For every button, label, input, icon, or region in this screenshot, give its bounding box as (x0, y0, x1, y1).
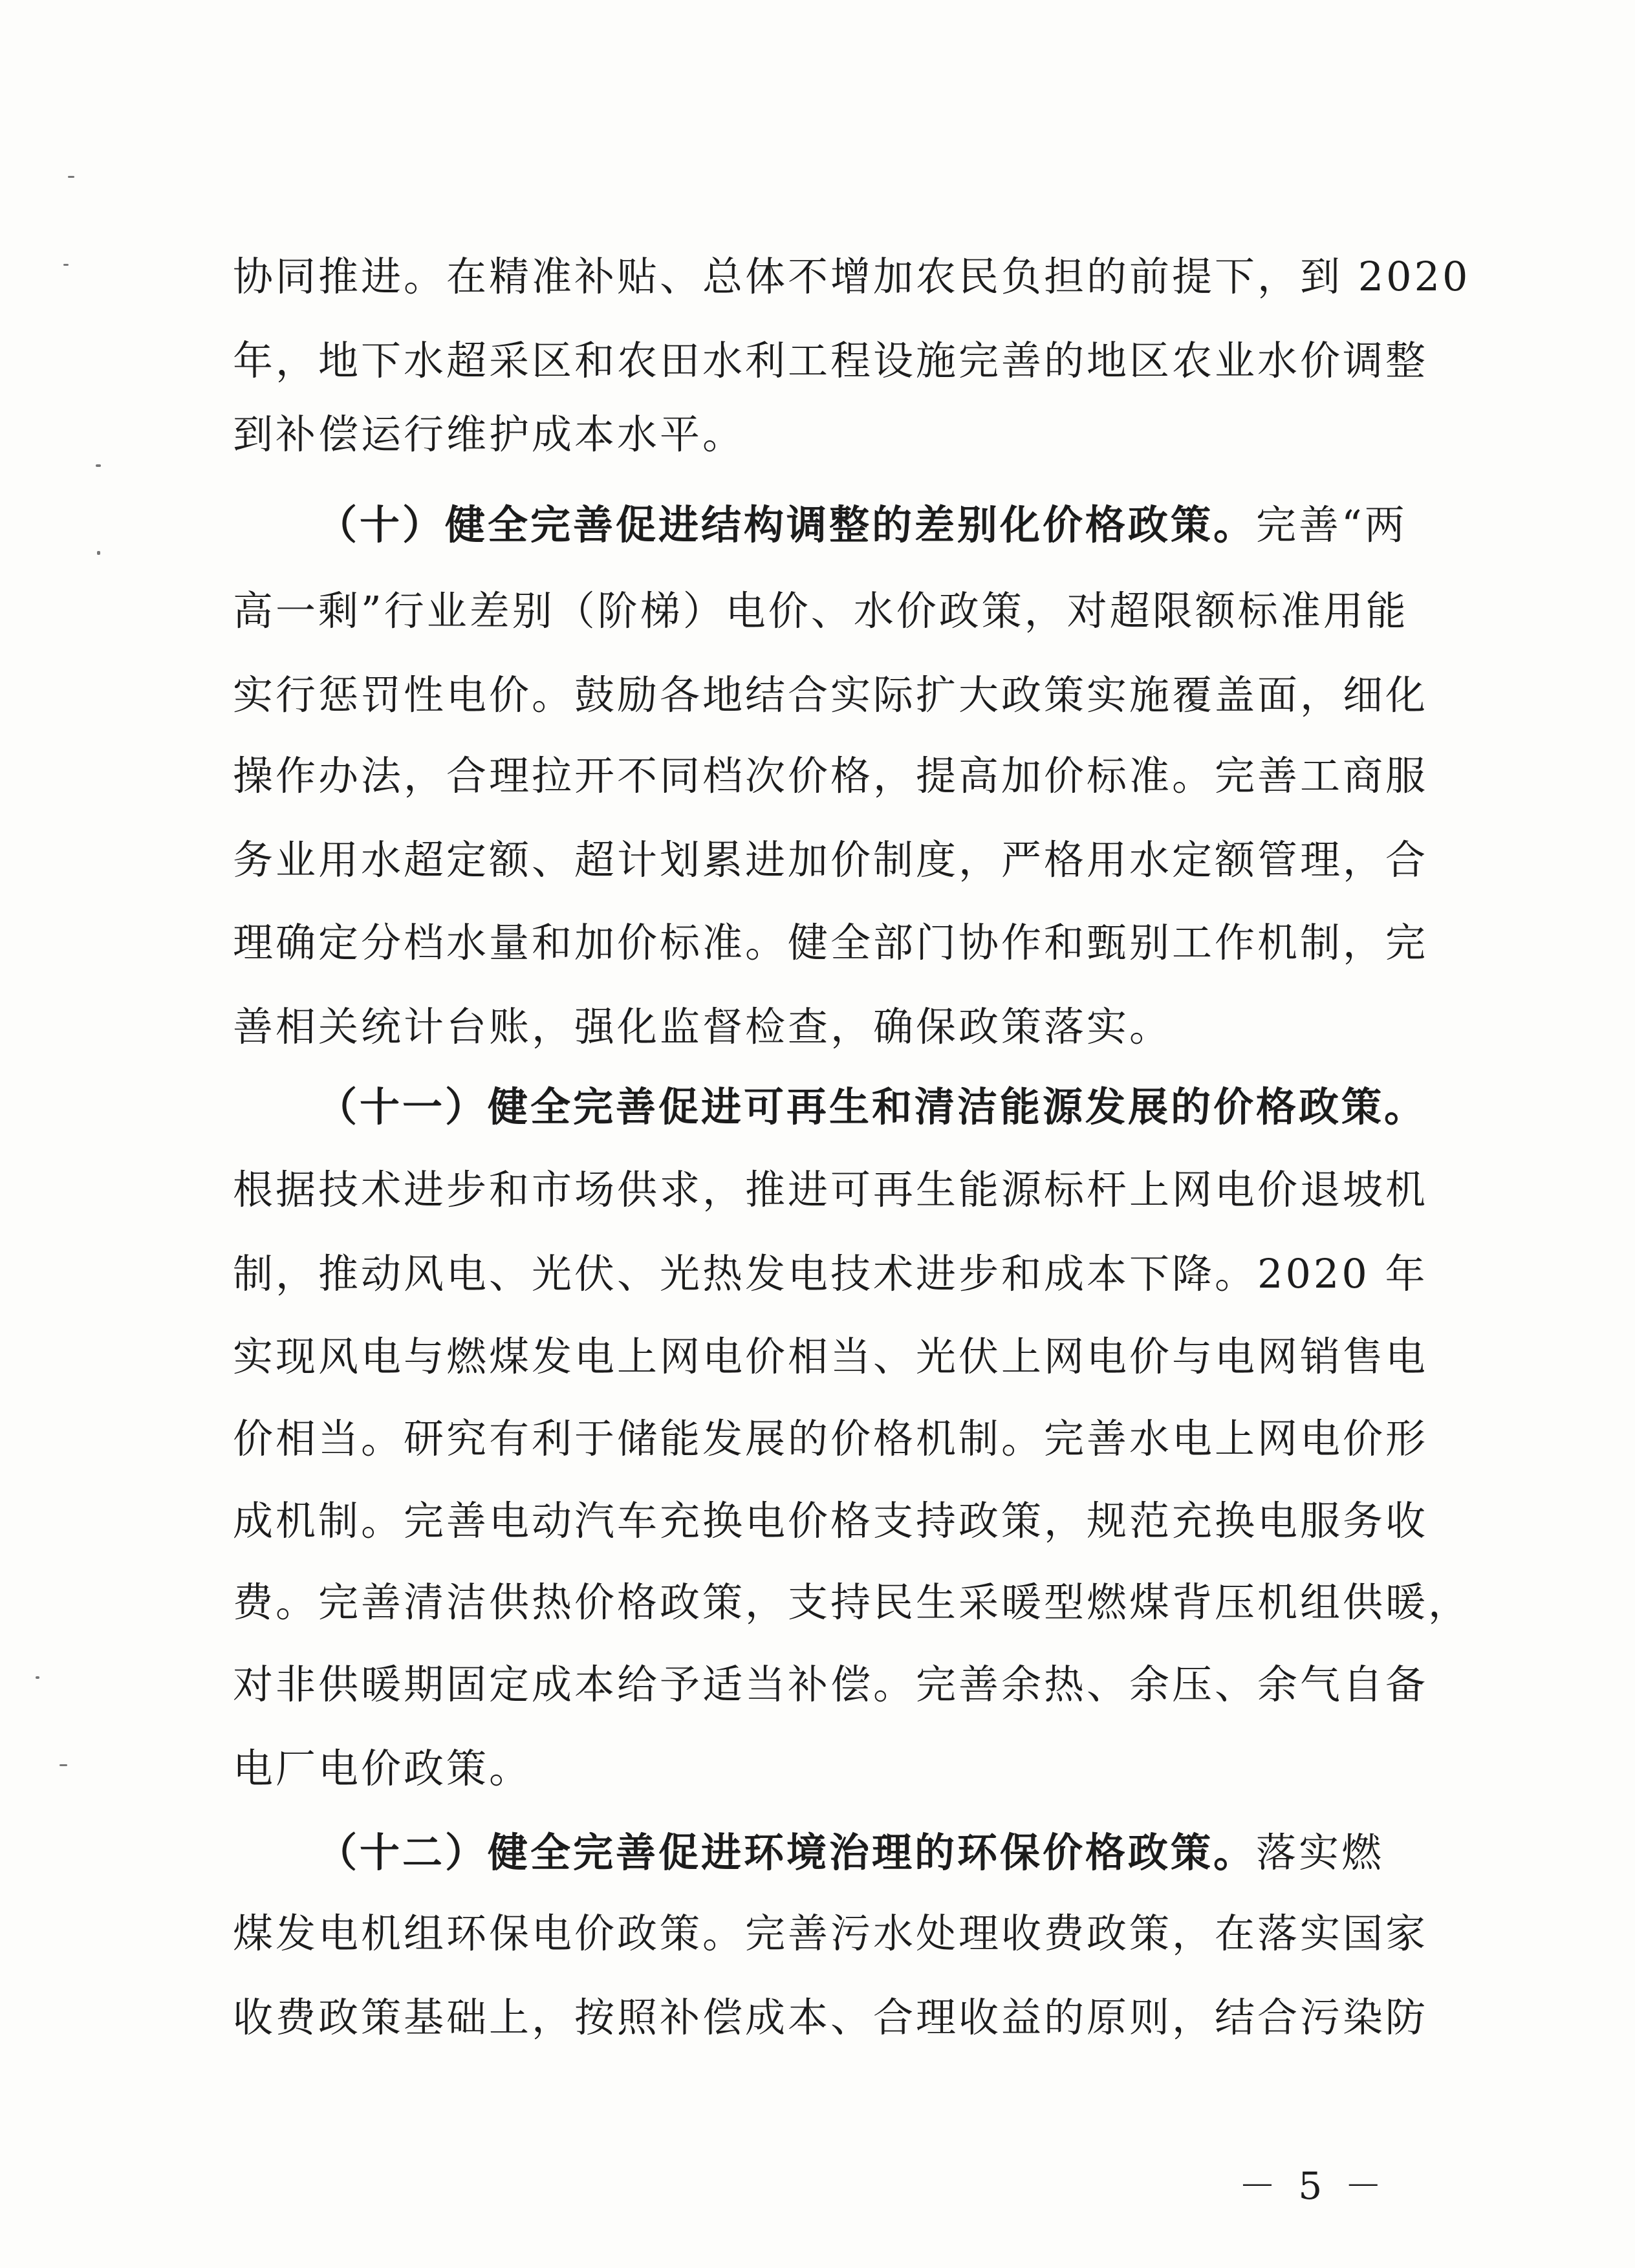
paragraph-line: 价相当。研究有利于储能发展的价格机制。完善水电上网电价形 (233, 1415, 1429, 1462)
scan-speck (36, 1676, 39, 1679)
paragraph-line: 到补偿运行维护成本水平。 (233, 411, 746, 458)
scan-speck (60, 1764, 67, 1766)
scan-speck (63, 264, 69, 266)
page-number: － 5 － (1239, 2164, 1387, 2208)
paragraph-line: 善相关统计台账，强化监督检查，确保政策落实。 (233, 1003, 1173, 1050)
paragraph-line: 务业用水超定额、超计划累进加价制度，严格用水定额管理，合 (233, 836, 1429, 883)
paragraph-line: 电厂电价政策。 (233, 1745, 532, 1792)
paragraph-line: 协同推进。在精准补贴、总体不增加农民负担的前提下，到 2020 (233, 253, 1471, 300)
section-12-first-line-rest: 落实燃 (1256, 1829, 1385, 1876)
section-10-first-line-rest: 完善“两 (1256, 501, 1407, 548)
paragraph-line: 实行惩罚性电价。鼓励各地结合实际扩大政策实施覆盖面，细化 (233, 671, 1429, 718)
section-10-first-line (317, 499, 1407, 551)
paragraph-line: 对非供暖期固定成本给予适当补偿。完善余热、余压、余气自备 (233, 1661, 1429, 1708)
section-12-first-line (317, 1827, 1385, 1879)
paragraph-line: 费。完善清洁供热价格政策，支持民生采暖型燃煤背压机组供暖， (233, 1579, 1471, 1626)
section-12-heading: （十二）健全完善促进环境治理的环保价格政策。 (317, 1829, 1257, 1876)
paragraph-line: 操作办法，合理拉开不同档次价格，提高加价标准。完善工商服 (233, 752, 1429, 799)
paragraph-line: 制，推动风电、光伏、光热发电技术进步和成本下降。2020 年 (233, 1250, 1428, 1297)
paragraph-line: 实现风电与燃煤发电上网电价相当、光伏上网电价与电网销售电 (233, 1333, 1429, 1380)
section-10-heading: （十）健全完善促进结构调整的差别化价格政策。 (317, 501, 1257, 548)
scan-speck (96, 464, 101, 467)
paragraph-line: 高一剩”行业差别（阶梯）电价、水价政策，对超限额标准用能 (233, 587, 1409, 634)
paragraph-line: 理确定分档水量和加价标准。健全部门协作和甄别工作机制，完 (233, 919, 1429, 966)
paragraph-line: 年，地下水超采区和农田水利工程设施完善的地区农业水价调整 (233, 337, 1429, 384)
scan-speck (97, 551, 100, 555)
paragraph-line: 收费政策基础上，按照补偿成本、合理收益的原则，结合污染防 (233, 1994, 1429, 2041)
paragraph-line: 成机制。完善电动汽车充换电价格支持政策，规范充换电服务收 (233, 1497, 1429, 1544)
scan-speck (68, 176, 74, 178)
paragraph-line: 根据技术进步和市场供求，推进可再生能源标杆上网电价退坡机 (233, 1166, 1429, 1213)
paragraph-line: 煤发电机组环保电价政策。完善污水处理收费政策，在落实国家 (233, 1910, 1429, 1957)
section-11-heading: （十一）健全完善促进可再生和清洁能源发展的价格政策。 (317, 1083, 1427, 1130)
